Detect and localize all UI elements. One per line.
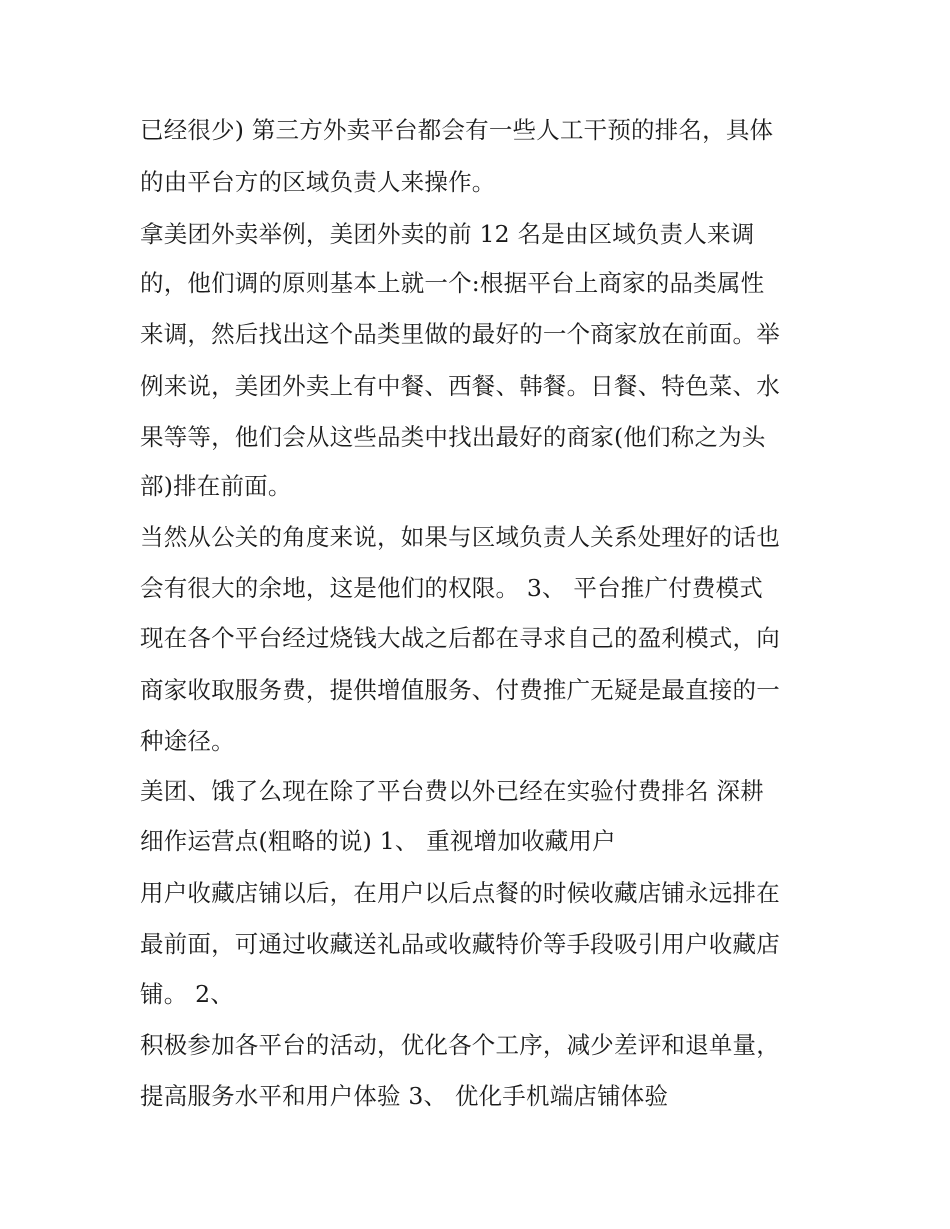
text-line: 部)排在前面。 [140, 472, 292, 500]
text-line: 当然从公关的角度来说，如果与区域负责人关系处理好的话也 [140, 523, 780, 551]
text-line: 美团、饿了么现在除了平台费以外已经在实验付费排名 深耕 [140, 777, 764, 805]
text-line: 例来说，美团外卖上有中餐、西餐、韩餐。日餐、特色菜、水 [140, 372, 780, 400]
text-line: 来调，然后找出这个品类里做的最好的一个商家放在前面。举 [140, 320, 780, 348]
text-line: 现在各个平台经过烧钱大战之后都在寻求自己的盈利模式，向 [140, 624, 780, 652]
text-line: 种途径。 [140, 727, 235, 755]
text-line: 用户收藏店铺以后，在用户以后点餐的时候收藏店铺永远排在 [140, 879, 780, 907]
text-line: 铺。 2、 [140, 980, 234, 1008]
text-line: 果等等，他们会从这些品类中找出最好的商家(他们称之为头 [140, 423, 766, 451]
text-line: 最前面，可通过收藏送礼品或收藏特价等手段吸引用户收藏店 [140, 930, 780, 958]
text-line: 的，他们调的原则基本上就一个:根据平台上商家的品类属性 [140, 269, 765, 297]
text-line: 的由平台方的区域负责人来操作。 [140, 168, 496, 196]
text-line: 已经很少) 第三方外卖平台都会有一些人工干预的排名，具体 [140, 116, 774, 144]
text-line: 提高服务水平和用户体验 3、 优化手机端店铺体验 [140, 1082, 669, 1110]
text-line: 积极参加各平台的活动，优化各个工序，减少差评和退单量， [140, 1031, 780, 1059]
text-line: 细作运营点(粗略的说) 1、 重视增加收藏用户 [140, 827, 616, 855]
text-line: 商家收取服务费，提供增值服务、付费推广无疑是最直接的一 [140, 676, 780, 704]
text-line: 拿美团外卖举例，美团外卖的前 12 名是由区域负责人来调 [140, 220, 755, 248]
text-line: 会有很大的余地，这是他们的权限。 3、 平台推广付费模式 [140, 574, 763, 602]
